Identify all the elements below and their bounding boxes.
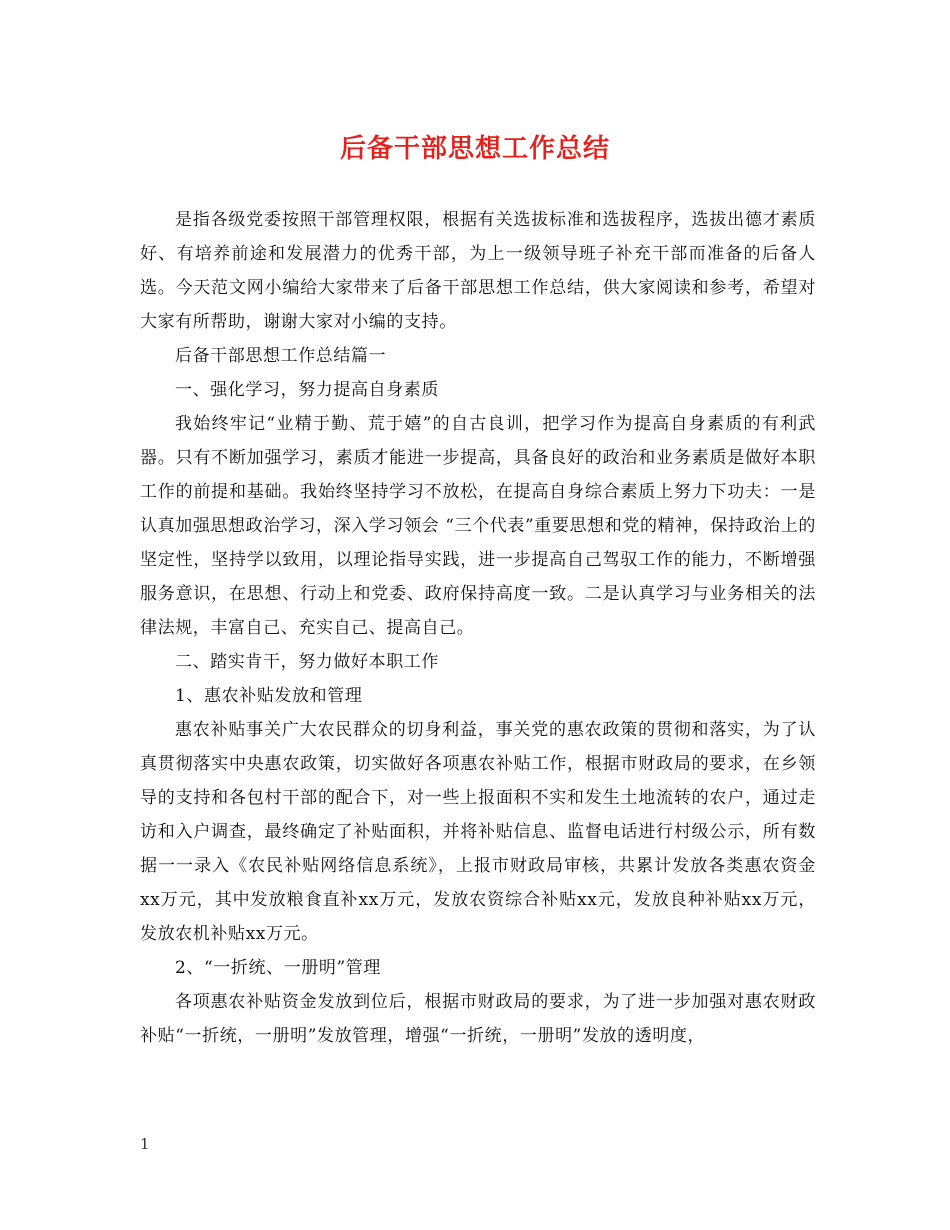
item-heading: 2、“一折统、一册明”管理	[175, 958, 381, 978]
page-number: 1	[140, 1135, 150, 1153]
section-heading: 后备干部思想工作总结篇一	[175, 346, 387, 366]
intro-paragraph: 是指各级党委按照干部管理权限，根据有关选拔标准和选拔程序，选拔出德才素质好、有培养前途和发展潜力的优秀干部，为上一级领导班子补充干部而准备的后备人选。今天范文网小编给大家带来了后备干部思想工作总结，供大家阅读和参考，希望对大家有所帮助，谢谢大家对小编的支持。	[140, 210, 816, 332]
item-heading: 1、惠农补贴发放和管理	[175, 686, 363, 706]
document-title: 后备干部思想工作总结	[339, 134, 610, 164]
subsection-heading: 二、踏实肯干，努力做好本职工作	[175, 652, 439, 672]
document-body	[140, 203, 816, 1053]
body-paragraph: 我始终牢记“业精于勤、荒于嬉”的自古良训，把学习作为提高自身素质的有利武器。只有不断加强学习，素质才能进一步提高，具备良好的政治和业务素质是做好本职工作的前提和基础。我始终坚持学习不放松，在提高自身综合素质上努力下功夫：一是认真加强思想政治学习，深入学习领会 “三个代表”重要思想和党的精神，保持政治上的坚定性，坚持学以致用，以理论指导实践，进一步提高自己驾驭工作的能力，不断增强服务意识，在思想、行动上和党委、政府保持高度一致。二是认真学习与业务相关的法律法规，丰富自己、充实自己、提高自己。	[140, 414, 816, 638]
subsection-heading: 一、强化学习，努力提高自身素质	[175, 380, 439, 400]
body-paragraph: 各项惠农补贴资金发放到位后，根据市财政局的要求，为了进一步加强对惠农财政补贴“一折统，一册明”发放管理，增强“一折统，一册明”发放的透明度，	[140, 992, 816, 1046]
body-paragraph: 惠农补贴事关广大农民群众的切身利益，事关党的惠农政策的贯彻和落实，为了认真贯彻落实中央惠农政策，切实做好各项惠农补贴工作，根据市财政局的要求，在乡领导的支持和各包村干部的配合下，对一些上报面积不实和发生土地流转的农户，通过走访和入户调查，最终确定了补贴面积，并将补贴信息、监督电话进行村级公示，所有数据一一录入《农民补贴网络信息系统》，上报市财政局审核，共累计发放各类惠农资金xx万元，其中发放粮食直补xx万元，发放农资综合补贴xx元，发放良种补贴xx万元，发放农机补贴xx万元。	[140, 720, 816, 944]
